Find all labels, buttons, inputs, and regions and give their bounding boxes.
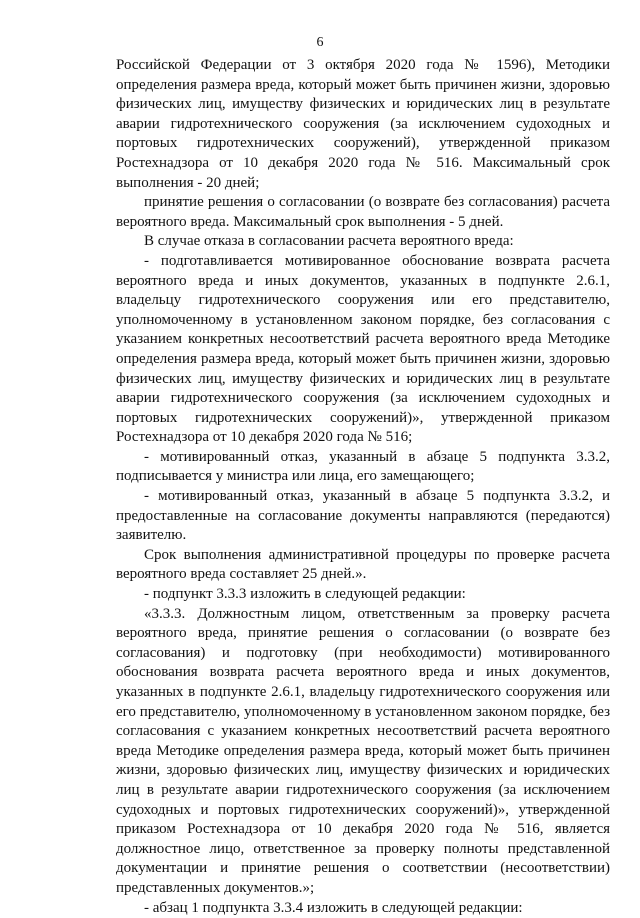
- text-line: его представителю, уполномоченному в установленном законом порядке, без: [116, 703, 610, 720]
- text-line: - мотивированный отказ, указанный в абзаце 5 подпункта 3.3.2, и: [144, 488, 610, 505]
- text-line: аварии гидротехнического сооружения (за исключением судоходных и: [116, 115, 610, 132]
- text-line: физических лиц, имуществу физических и юридических лиц в результате: [116, 370, 610, 387]
- page-number: 6: [316, 35, 324, 50]
- text-line: В случае отказа в согласовании расчета вероятного вреда:: [144, 233, 514, 250]
- text-line: владельцу гидротехнического сооружения или его представителю,: [116, 292, 610, 309]
- text-line: «3.3.3. Должностным лицом, ответственным за проверку расчета: [144, 605, 610, 622]
- text-line: портовых гидротехнических сооружений)», утвержденной приказом: [116, 409, 610, 426]
- text-line: Ростехнадзора от 10 декабря 2020 года № 516;: [116, 429, 413, 446]
- text-line: - абзац 1 подпункта 3.3.4 изложить в следующей редакции:: [144, 899, 523, 916]
- text-line: жизни, здоровью физических лиц, имуществу физических и юридических: [116, 762, 610, 779]
- text-line: лиц в результате аварии гидротехнического сооружения (за исключением: [116, 781, 610, 798]
- text-line: аварии гидротехнического сооружения (за исключением судоходных и: [116, 390, 610, 407]
- text-line: вероятного вреда и иных документов, указанных в подпункте 2.6.1,: [116, 272, 610, 289]
- text-line: подписывается у министра или лица, его замещающего;: [116, 468, 475, 485]
- text-line: портовых гидротехнических сооружений), утвержденной приказом: [116, 135, 610, 152]
- text-line: представленных документов.»;: [116, 879, 315, 896]
- text-line: вероятного вреда составляет 25 дней.».: [116, 566, 367, 583]
- text-line: документации и принятие решения о соответствии (несоответствии): [116, 860, 610, 877]
- text-line: принятие решения о согласовании (о возврате без согласования) расчета: [144, 194, 610, 211]
- text-line: согласования) и подготовку (при необходимости) мотивированного: [116, 644, 610, 661]
- text-line: Ростехнадзора от 10 декабря 2020 года № 516. Максимальный срок: [116, 154, 610, 171]
- text-line: - мотивированный отказ, указанный в абзаце 5 подпункта 3.3.2,: [144, 448, 610, 465]
- text-line: должностное лицо, ответственное за проверку полноты представленной: [116, 840, 610, 857]
- text-line: вероятного вреда. Максимальный срок выполнения - 5 дней.: [116, 213, 504, 230]
- text-line: согласования с указанием конкретных несоответствий расчета вероятного: [116, 723, 610, 740]
- text-line: приказом Ростехнадзора от 10 декабря 2020 года № 516, является: [116, 821, 610, 838]
- text-line: вероятного вреда, принятие решения о согласовании (о возврате без: [116, 625, 610, 642]
- text-line: заявителю.: [116, 527, 187, 544]
- document-body: [116, 56, 610, 918]
- text-line: указанием конкретных несоответствий расчета вероятного вреда Методике: [116, 331, 610, 348]
- text-line: выполнения - 20 дней;: [116, 174, 260, 191]
- text-line: указанных в подпункте 2.6.1, владельцу гидротехнического сооружения или: [116, 684, 610, 700]
- text-line: уполномоченному в установленном законом порядке, без согласования с: [116, 311, 610, 328]
- text-line: предоставленные на согласование документы направляются (передаются): [116, 507, 610, 524]
- text-line: определения размера вреда, который может быть причинен жизни, здоровью: [116, 350, 610, 367]
- text-line: физических лиц, имуществу физических и юридических лиц в результате: [116, 96, 610, 113]
- text-line: определения размера вреда, который может быть причинен жизни, здоровью: [116, 76, 610, 93]
- text-line: - подготавливается мотивированное обоснование возврата расчета: [144, 252, 610, 269]
- text-line: обоснования возврата расчета вероятного вреда и иных документов,: [116, 664, 610, 681]
- text-line: Российской Федерации от 3 октября 2020 года № 1596), Методики: [116, 57, 610, 73]
- text-line: - подпункт 3.3.3 изложить в следующей редакции:: [144, 586, 466, 603]
- text-line: судоходных и портовых гидротехнических сооружений)», утвержденной: [116, 801, 610, 818]
- text-line: вреда Методике определения размера вреда, который может быть причинен: [116, 742, 610, 759]
- text-line: Срок выполнения административной процедуры по проверке расчета: [144, 546, 610, 563]
